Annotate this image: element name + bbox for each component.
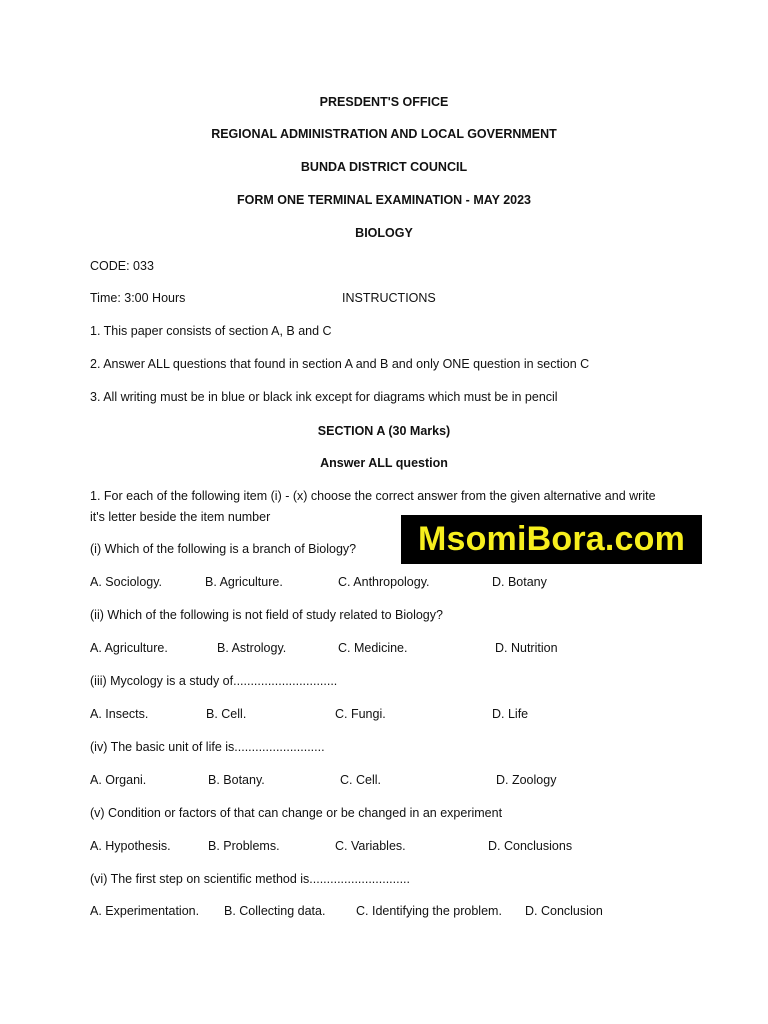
question-text: (ii) Which of the following is not field of study related to Biology?	[90, 608, 443, 622]
option-c: C. Identifying the problem.	[356, 904, 502, 918]
header-subject: BIOLOGY	[355, 226, 413, 240]
header-administration: REGIONAL ADMINISTRATION AND LOCAL GOVERNMENT	[211, 127, 557, 141]
section-a-prompt-line2: it's letter beside the item number	[90, 510, 271, 524]
option-d: D. Nutrition	[495, 641, 558, 655]
question-text: (iv) The basic unit of life is..........................	[90, 740, 325, 754]
option-d: D. Life	[492, 707, 529, 721]
option-a: A. Insects.	[90, 707, 149, 721]
option-c: C. Fungi.	[335, 707, 386, 721]
option-d: D. Conclusion	[525, 904, 603, 918]
option-a: A. Experimentation.	[90, 904, 200, 918]
option-a: A. Hypothesis.	[90, 839, 171, 853]
option-b: B. Cell.	[206, 707, 247, 721]
option-a: A. Organi.	[90, 773, 147, 787]
section-a-title: SECTION A (30 Marks)	[317, 424, 451, 438]
question-text: (iii) Mycology is a study of..............................	[90, 674, 338, 688]
exam-time: Time: 3:00 Hours	[90, 291, 186, 305]
msomibora-watermark	[401, 515, 702, 564]
section-a-prompt-line1: 1. For each of the following item (i) - (x) choose the correct answer from the given alternative and write	[90, 489, 656, 503]
header-exam: FORM ONE TERMINAL EXAMINATION - MAY 2023	[236, 193, 532, 207]
option-b: B. Botany.	[208, 773, 265, 787]
option-b: B. Astrology.	[217, 641, 287, 655]
option-c: C. Cell.	[340, 773, 381, 787]
instruction-3: 3. All writing must be in blue or black ink except for diagrams which must be in pencil	[90, 390, 558, 404]
instructions-title: INSTRUCTIONS	[342, 291, 436, 305]
instruction-2: 2. Answer ALL questions that found in section A and B and only ONE question in section C	[90, 357, 590, 371]
header-council: BUNDA DISTRICT COUNCIL	[300, 160, 468, 174]
question-text: (vi) The first step on scientific method is.............................	[90, 872, 411, 886]
exam-code: CODE: 033	[90, 259, 154, 273]
option-b: B. Agriculture.	[205, 575, 283, 589]
option-a: A. Sociology.	[90, 575, 163, 589]
instruction-1: 1. This paper consists of section A, B and C	[90, 324, 332, 338]
watermark-part1: MsomiBora	[417, 520, 605, 558]
option-d: D. Conclusions	[488, 839, 573, 853]
header-office: PRESDENT'S OFFICE	[319, 95, 449, 109]
option-c: C. Variables.	[335, 839, 406, 853]
watermark-part2: .com	[604, 520, 686, 558]
option-c: C. Medicine.	[338, 641, 408, 655]
question-text: (i) Which of the following is a branch of Biology?	[90, 542, 357, 556]
section-a-subtitle: Answer ALL question	[320, 456, 448, 470]
option-d: D. Botany	[492, 575, 547, 589]
option-a: A. Agriculture.	[90, 641, 168, 655]
option-c: C. Anthropology.	[338, 575, 430, 589]
option-d: D. Zoology	[496, 773, 557, 787]
option-b: B. Collecting data.	[224, 904, 326, 918]
question-text: (v) Condition or factors of that can change or be changed in an experiment	[90, 806, 503, 820]
option-b: B. Problems.	[208, 839, 280, 853]
